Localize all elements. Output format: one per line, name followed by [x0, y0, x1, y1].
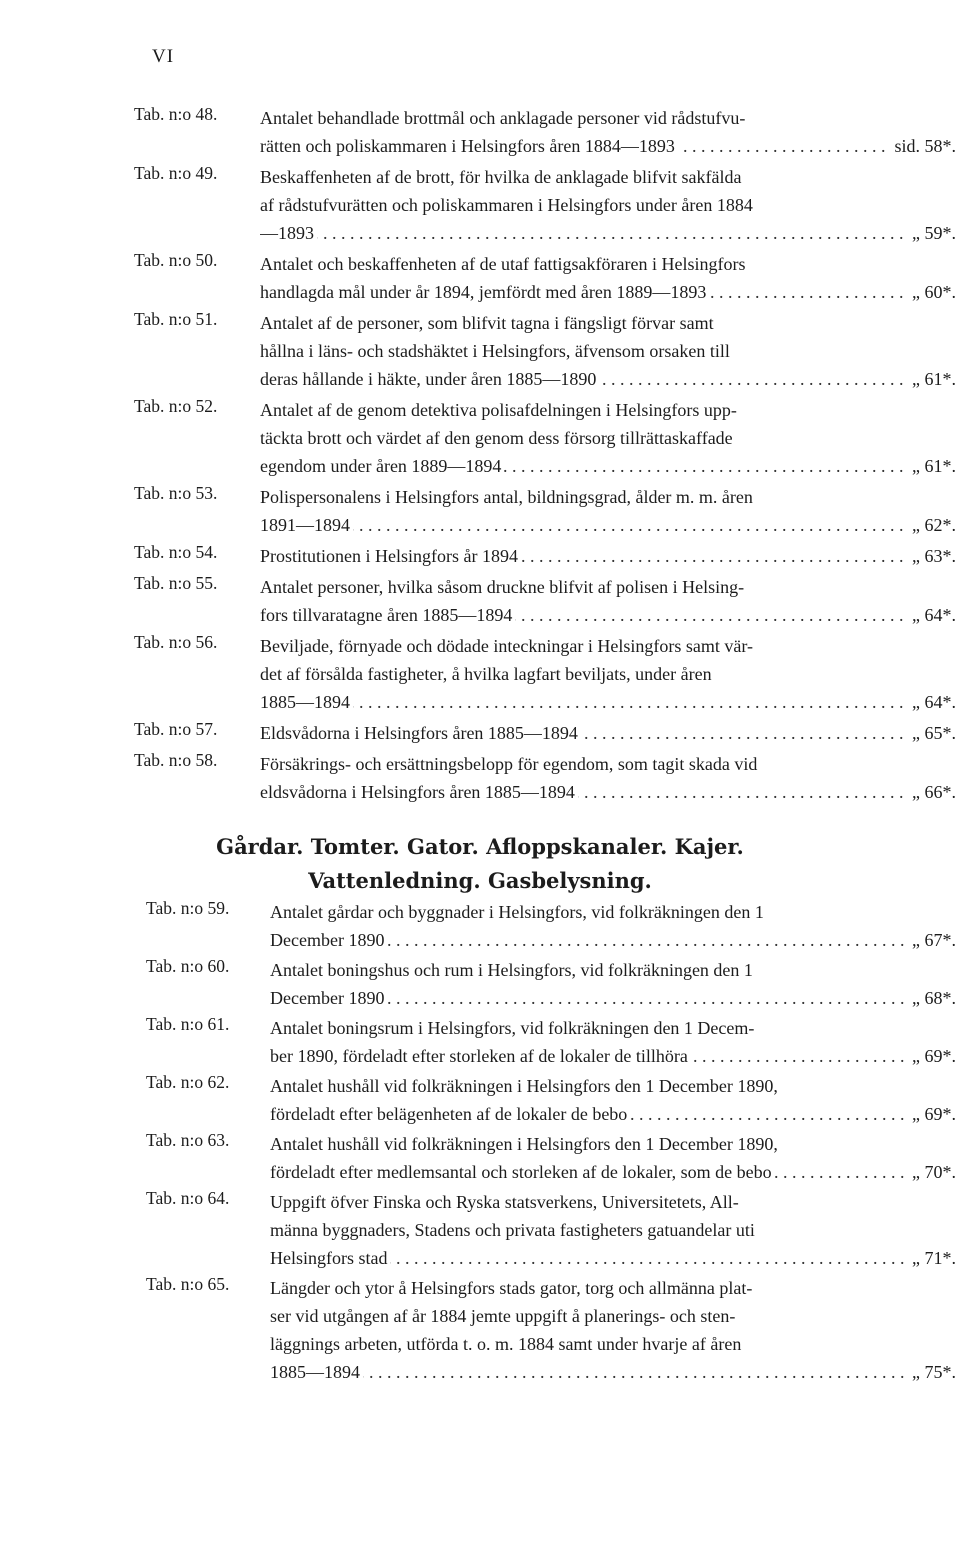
table-number: Tab. n:o 61.: [146, 1014, 230, 1034]
table-description: [260, 542, 956, 570]
table-description: [270, 1188, 956, 1272]
description-line: [270, 1072, 956, 1100]
page-reference: „ 75*.: [906, 1358, 956, 1386]
table-description: [260, 632, 956, 716]
description-line: [260, 688, 956, 716]
description-line: [260, 719, 956, 747]
table-description: [270, 1072, 956, 1128]
toc-entry: [0, 1274, 960, 1386]
description-line: [260, 191, 956, 219]
description-line: [270, 1100, 956, 1128]
toc-entry: [0, 250, 960, 306]
description-text: Antalet hushåll vid folkräkningen i Helsingfors den 1 December 1890,: [270, 1134, 781, 1154]
table-description: [260, 396, 956, 480]
page-reference: „ 68*.: [906, 984, 956, 1012]
toc-entry: [0, 483, 960, 539]
description-line: [260, 778, 956, 806]
description-line: [260, 660, 956, 688]
table-number: Tab. n:o 52.: [134, 396, 218, 416]
page-reference: „ 70*.: [906, 1158, 956, 1186]
description-line: [260, 365, 956, 393]
description-line: [260, 163, 956, 191]
description-text: Antalet boningshus och rum i Helsingfors, vid folkräkningen den 1: [270, 960, 756, 980]
description-text: deras hållande i häkte, under åren 1885—1890: [260, 369, 599, 389]
toc-entry: [0, 104, 960, 160]
description-line: [260, 396, 956, 424]
description-text: Polispersonalens i Helsingfors antal, bildningsgrad, ålder m. m. åren: [260, 487, 756, 507]
table-description: [260, 573, 956, 629]
table-number: Tab. n:o 48.: [134, 104, 218, 124]
toc-entry: [0, 163, 960, 247]
table-description: [260, 250, 956, 306]
description-line: [270, 1302, 956, 1330]
table-number: Tab. n:o 54.: [134, 542, 218, 562]
description-text: Antalet behandlade brottmål och anklagade personer vid rådstufvu-: [260, 108, 748, 128]
description-line: [270, 926, 956, 954]
description-line: [260, 132, 956, 160]
description-text: fördeladt efter medlemsantal och storleken af de lokaler, som de bebo: [270, 1162, 775, 1182]
table-description: [270, 1014, 956, 1070]
table-description: [270, 1130, 956, 1186]
toc-entry: [0, 573, 960, 629]
page-reference: „ 71*.: [906, 1244, 956, 1272]
table-description: [270, 1274, 956, 1386]
description-line: [270, 1216, 956, 1244]
description-text: Prostitutionen i Helsingfors år 1894: [260, 546, 521, 566]
description-text: hållna i läns- och stadshäktet i Helsingfors, äfvensom orsaken till: [260, 341, 733, 361]
table-description: [260, 750, 956, 806]
description-line: [270, 956, 956, 984]
description-line: [270, 1158, 956, 1186]
description-text: Uppgift öfver Finska och Ryska statsverkens, Universitetets, All-: [270, 1192, 742, 1212]
page-reference: sid. 58*.: [888, 132, 956, 160]
toc-entry: [0, 1014, 960, 1070]
description-line: [270, 1014, 956, 1042]
description-text: Längder och ytor å Helsingfors stads gator, torg och allmänna plat-: [270, 1278, 755, 1298]
description-text: 1891—1894: [260, 515, 353, 535]
description-text: Antalet och beskaffenheten af de utaf fattigsakföraren i Helsingfors: [260, 254, 748, 274]
description-text: fors tillvaratagne åren 1885—1894: [260, 605, 515, 625]
page-reference: „ 61*.: [906, 365, 956, 393]
description-line: [270, 1274, 956, 1302]
table-number: Tab. n:o 55.: [134, 573, 218, 593]
page-reference: „ 67*.: [906, 926, 956, 954]
toc-entry: [0, 750, 960, 806]
description-text: af rådstufvurätten och poliskammaren i Helsingfors under åren 1884: [260, 195, 756, 215]
page-reference: „ 66*.: [906, 778, 956, 806]
description-line: [270, 1244, 956, 1272]
description-text: —1893: [260, 223, 317, 243]
description-text: Antalet hushåll vid folkräkningen i Helsingfors den 1 December 1890,: [270, 1076, 781, 1096]
description-text: läggnings arbeten, utförda t. o. m. 1884 samt under hvarje af åren: [270, 1334, 744, 1354]
description-text: Antalet af de personer, som blifvit tagna i fängsligt förvar samt: [260, 313, 717, 333]
description-text: Helsingfors stad: [270, 1248, 390, 1268]
description-text: December 1890: [270, 988, 387, 1008]
description-line: [260, 278, 956, 306]
description-text: täckta brott och värdet af den genom dess försorg tillrättaskaffade: [260, 428, 736, 448]
description-text: ber 1890, fördeladt efter storleken af de lokaler de tillhöra: [270, 1046, 691, 1066]
description-text: rätten och poliskammaren i Helsingfors åren 1884—1893: [260, 136, 678, 156]
table-number: Tab. n:o 63.: [146, 1130, 230, 1150]
toc-entry: [0, 719, 960, 747]
description-text: eldsvådorna i Helsingfors åren 1885—1894: [260, 782, 578, 802]
description-text: Beskaffenheten af de brott, för hvilka de anklagade blifvit sakfälda: [260, 167, 744, 187]
description-text: egendom under åren 1889—1894: [260, 456, 504, 476]
description-line: [270, 1358, 956, 1386]
description-line: [260, 104, 956, 132]
table-description: [260, 483, 956, 539]
description-text: Antalet gårdar och byggnader i Helsingfors, vid folkräkningen den 1: [270, 902, 767, 922]
description-text: Antalet af de genom detektiva polisafdelningen i Helsingfors upp-: [260, 400, 740, 420]
table-number: Tab. n:o 57.: [134, 719, 218, 739]
table-description: [260, 309, 956, 393]
description-line: [260, 632, 956, 660]
table-number: Tab. n:o 56.: [134, 632, 218, 652]
toc-entry: [0, 1072, 960, 1128]
section-heading-line-2: Vattenledning. Gasbelysning.: [308, 868, 652, 893]
table-list-section-2: [0, 898, 960, 1388]
description-text: Beviljade, förnyade och dödade inteckningar i Helsingfors samt vär-: [260, 636, 756, 656]
description-text: det af försålda fastigheter, å hvilka lagfart beviljats, under åren: [260, 664, 715, 684]
description-line: [260, 511, 956, 539]
description-line: [270, 984, 956, 1012]
description-line: [260, 250, 956, 278]
page-reference: „ 61*.: [906, 452, 956, 480]
description-line: [260, 573, 956, 601]
page-reference: „ 60*.: [906, 278, 956, 306]
description-text: December 1890: [270, 930, 387, 950]
description-line: [260, 452, 956, 480]
page-reference: „ 64*.: [906, 688, 956, 716]
table-description: [270, 956, 956, 1012]
page-reference: „ 69*.: [906, 1100, 956, 1128]
toc-entry: [0, 542, 960, 570]
toc-entry: [0, 898, 960, 954]
section-heading: [0, 830, 960, 898]
table-number: Tab. n:o 58.: [134, 750, 218, 770]
description-line: [260, 337, 956, 365]
description-text: fördeladt efter belägenheten af de lokaler de bebo: [270, 1104, 630, 1124]
toc-entry: [0, 1188, 960, 1272]
description-text: 1885—1894: [260, 692, 353, 712]
description-line: [270, 1130, 956, 1158]
page-number: VI: [152, 46, 175, 67]
table-number: Tab. n:o 60.: [146, 956, 230, 976]
page-reference: „ 69*.: [906, 1042, 956, 1070]
page-reference: „ 59*.: [906, 219, 956, 247]
table-description: [260, 163, 956, 247]
description-line: [260, 219, 956, 247]
table-number: Tab. n:o 53.: [134, 483, 218, 503]
description-line: [270, 1330, 956, 1358]
table-description: [260, 719, 956, 747]
page-reference: „ 63*.: [906, 542, 956, 570]
page-reference: „ 65*.: [906, 719, 956, 747]
table-number: Tab. n:o 50.: [134, 250, 218, 270]
toc-entry: [0, 309, 960, 393]
description-text: ser vid utgången af år 1884 jemte uppgift å planerings- och sten-: [270, 1306, 738, 1326]
description-line: [260, 483, 956, 511]
table-number: Tab. n:o 59.: [146, 898, 230, 918]
description-line: [270, 1188, 956, 1216]
toc-entry: [0, 956, 960, 1012]
table-list-section-1: [0, 104, 960, 809]
description-line: [270, 898, 956, 926]
toc-entry: [0, 632, 960, 716]
table-number: Tab. n:o 64.: [146, 1188, 230, 1208]
page-reference: „ 62*.: [906, 511, 956, 539]
description-line: [260, 601, 956, 629]
description-line: [270, 1042, 956, 1070]
description-line: [260, 750, 956, 778]
description-text: Försäkrings- och ersättningsbelopp för egendom, som tagit skada vid: [260, 754, 760, 774]
table-description: [270, 898, 956, 954]
section-heading-line-1: Gårdar. Tomter. Gator. Afloppskanaler. Kajer.: [216, 834, 744, 859]
description-text: männa byggnaders, Stadens och privata fastigheters gatuandelar uti: [270, 1220, 758, 1240]
table-number: Tab. n:o 65.: [146, 1274, 230, 1294]
table-number: Tab. n:o 62.: [146, 1072, 230, 1092]
table-description: [260, 104, 956, 160]
description-text: Antalet personer, hvilka såsom druckne blifvit af polisen i Helsing-: [260, 577, 747, 597]
toc-entry: [0, 396, 960, 480]
description-line: [260, 424, 956, 452]
description-text: handlagda mål under år 1894, jemfördt med åren 1889—1893: [260, 282, 709, 302]
description-line: [260, 309, 956, 337]
description-text: 1885—1894: [270, 1362, 363, 1382]
table-number: Tab. n:o 51.: [134, 309, 218, 329]
table-number: Tab. n:o 49.: [134, 163, 218, 183]
description-line: [260, 542, 956, 570]
description-text: Eldsvådorna i Helsingfors åren 1885—1894: [260, 723, 581, 743]
toc-entry: [0, 1130, 960, 1186]
description-text: Antalet boningsrum i Helsingfors, vid folkräkningen den 1 Decem-: [270, 1018, 757, 1038]
page-reference: „ 64*.: [906, 601, 956, 629]
